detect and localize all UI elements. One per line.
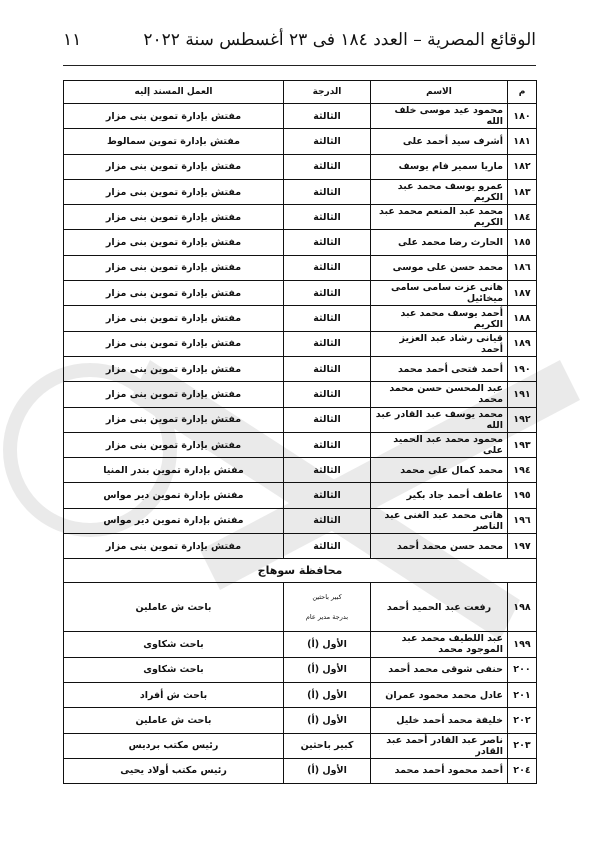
row-name: هانى محمد عبد الغنى عبد الناصر <box>371 508 508 533</box>
row-name: حنفى شوقى محمد أحمد <box>371 657 508 682</box>
table-row <box>64 154 537 179</box>
table-row <box>64 255 537 280</box>
row-number: ١٨٨ <box>508 306 537 331</box>
table-row <box>64 230 537 255</box>
row-grade: الثالثة <box>284 179 371 204</box>
row-job: مفتش بإدارة تموين بندر المنيا <box>64 458 284 483</box>
row-name: أحمد فتحى أحمد محمد <box>371 356 508 381</box>
table-row <box>64 179 537 204</box>
row-name: أشرف سيد أحمد على <box>371 129 508 154</box>
section-title: محافظة سوهاج <box>64 559 537 583</box>
row-name: أحمد يوسف محمد عبد الكريم <box>371 306 508 331</box>
table-row <box>64 458 537 483</box>
table-row <box>64 104 537 129</box>
table-row <box>64 657 537 682</box>
row-number: ١٩٣ <box>508 432 537 457</box>
row-number: ١٨٢ <box>508 154 537 179</box>
row-number: ٢٠٠ <box>508 657 537 682</box>
row-grade: الثالثة <box>284 306 371 331</box>
row-name: أحمد محمود أحمد محمد <box>371 758 508 783</box>
row-grade: الأول (أ) <box>284 708 371 733</box>
row-name: محمد كمال على محمد <box>371 458 508 483</box>
row-job: باحث ش عاملين <box>64 708 284 733</box>
row-number: ٢٠٢ <box>508 708 537 733</box>
row-grade: الثالثة <box>284 432 371 457</box>
table-row <box>64 708 537 733</box>
row-name: ناصر عبد القادر أحمد عبد القادر <box>371 733 508 758</box>
row-grade: الأول (أ) <box>284 632 371 657</box>
row-number: ١٨٥ <box>508 230 537 255</box>
row-number: ١٨٣ <box>508 179 537 204</box>
row-job: مفتش بإدارة تموين بنى مزار <box>64 534 284 559</box>
row-job: باحث ش أفراد <box>64 682 284 707</box>
gazette-title: الوقائع المصرية – العدد ١٨٤ فى ٢٣ أغسطس سنة ٢٠٢٢ <box>143 30 536 50</box>
col-job: العمل المسند إليه <box>64 81 284 104</box>
page-number: ١١ <box>63 30 82 50</box>
row-job: رئيس مكتب برديس <box>64 733 284 758</box>
col-grade: الدرجة <box>284 81 371 104</box>
row-grade: الثالثة <box>284 331 371 356</box>
row-number: ١٩٦ <box>508 508 537 533</box>
row-grade: الثالثة <box>284 508 371 533</box>
table-row <box>64 407 537 432</box>
row-name: محمد يوسف عبد القادر عبد الله <box>371 407 508 432</box>
row-name: محمود محمد عبد الحميد على <box>371 432 508 457</box>
row-job: مفتش بإدارة تموين دير مواس <box>64 508 284 533</box>
row-number: ١٩٧ <box>508 534 537 559</box>
row-job: مفتش بإدارة تموين بنى مزار <box>64 154 284 179</box>
row-grade: الثالثة <box>284 458 371 483</box>
table-row <box>64 583 537 632</box>
row-job: مفتش بإدارة تموين بنى مزار <box>64 306 284 331</box>
row-job: مفتش بإدارة تموين بنى مزار <box>64 281 284 306</box>
row-number: ١٨٩ <box>508 331 537 356</box>
row-grade: الثالثة <box>284 534 371 559</box>
row-grade <box>284 583 371 632</box>
col-name: الاسم <box>371 81 508 104</box>
row-name: محمد عبد المنعم محمد عبد الكريم <box>371 205 508 230</box>
row-grade: الثالثة <box>284 154 371 179</box>
grade-line-1: كبير باحثين <box>312 593 342 602</box>
table-row <box>64 205 537 230</box>
row-grade: الأول (أ) <box>284 682 371 707</box>
row-name: عاطف أحمد جاد بكير <box>371 483 508 508</box>
row-number: ٢٠٣ <box>508 733 537 758</box>
grade-line-2: بدرجة مدير عام <box>305 613 349 622</box>
row-name: رفعت عبد الحميد أحمد <box>371 583 508 632</box>
row-job: مفتش بإدارة تموين بنى مزار <box>64 104 284 129</box>
section-row <box>64 559 537 583</box>
row-number: ١٩٨ <box>508 583 537 632</box>
row-name: الحارث رضا محمد على <box>371 230 508 255</box>
row-number: ١٨٦ <box>508 255 537 280</box>
row-number: ١٩٩ <box>508 632 537 657</box>
header-divider <box>63 65 536 66</box>
row-name: عبد اللطيف محمد عبد الموجود محمد <box>371 632 508 657</box>
row-number: ١٩٢ <box>508 407 537 432</box>
row-name: خليفة محمد أحمد خليل <box>371 708 508 733</box>
table-row <box>64 331 537 356</box>
row-job: باحث شكاوى <box>64 657 284 682</box>
row-job: مفتش بإدارة تموين بنى مزار <box>64 432 284 457</box>
row-grade: الثالثة <box>284 382 371 407</box>
row-job: مفتش بإدارة تموين دير مواس <box>64 483 284 508</box>
row-name: ماريا سمير فام يوسف <box>371 154 508 179</box>
row-grade: الثالثة <box>284 230 371 255</box>
row-job: مفتش بإدارة تموين بنى مزار <box>64 230 284 255</box>
row-job: مفتش بإدارة تموين بنى مزار <box>64 205 284 230</box>
table-row <box>64 682 537 707</box>
row-number: ١٩٥ <box>508 483 537 508</box>
row-grade: الثالثة <box>284 255 371 280</box>
row-grade: الأول (أ) <box>284 758 371 783</box>
table-row <box>64 483 537 508</box>
row-name: عمرو يوسف محمد عبد الكريم <box>371 179 508 204</box>
row-number: ١٨٤ <box>508 205 537 230</box>
table-row <box>64 306 537 331</box>
row-name: محمود عيد موسى خلف الله <box>371 104 508 129</box>
table-row <box>64 281 537 306</box>
table-row <box>64 356 537 381</box>
table-row <box>64 632 537 657</box>
row-grade: الثالثة <box>284 356 371 381</box>
row-grade: الأول (أ) <box>284 657 371 682</box>
row-number: ٢٠١ <box>508 682 537 707</box>
row-number: ١٨١ <box>508 129 537 154</box>
row-grade: كبير باحثين <box>284 733 371 758</box>
row-number: ١٩٤ <box>508 458 537 483</box>
table-row <box>64 432 537 457</box>
row-name: عادل محمد محمود عمران <box>371 682 508 707</box>
row-grade: الثالثة <box>284 104 371 129</box>
row-job: باحث ش عاملين <box>64 583 284 632</box>
row-job: مفتش بإدارة تموين بنى مزار <box>64 382 284 407</box>
row-grade: الثالثة <box>284 483 371 508</box>
row-name: هانى عزت سامى سامى ميخائيل <box>371 281 508 306</box>
row-grade: الثالثة <box>284 281 371 306</box>
table-row <box>64 733 537 758</box>
row-job: مفتش بإدارة تموين بنى مزار <box>64 356 284 381</box>
table-row <box>64 382 537 407</box>
row-number: ١٩١ <box>508 382 537 407</box>
row-name: محمد حسن محمد أحمد <box>371 534 508 559</box>
col-number: م <box>508 81 537 104</box>
row-grade: الثالثة <box>284 129 371 154</box>
row-name: عبد المحسن حسن محمد محمد <box>371 382 508 407</box>
table-row <box>64 129 537 154</box>
appointments-table <box>63 80 537 784</box>
row-job: مفتش بإدارة تموين بنى مزار <box>64 407 284 432</box>
page-header <box>63 30 536 56</box>
table-row <box>64 758 537 783</box>
row-number: ١٨٧ <box>508 281 537 306</box>
row-job: مفتش بإدارة تموين سمالوط <box>64 129 284 154</box>
row-job: باحث شكاوى <box>64 632 284 657</box>
table-header-row <box>64 81 537 104</box>
table-row <box>64 534 537 559</box>
row-grade: الثالثة <box>284 205 371 230</box>
table-row <box>64 508 537 533</box>
row-job: مفتش بإدارة تموين بنى مزار <box>64 179 284 204</box>
row-name: قيانى رشاد عبد العزيز أحمد <box>371 331 508 356</box>
row-number: ١٨٠ <box>508 104 537 129</box>
row-job: رئيس مكتب أولاد يحيى <box>64 758 284 783</box>
row-job: مفتش بإدارة تموين بنى مزار <box>64 331 284 356</box>
row-name: محمد حسن على موسى <box>371 255 508 280</box>
row-grade: الثالثة <box>284 407 371 432</box>
row-number: ١٩٠ <box>508 356 537 381</box>
row-job: مفتش بإدارة تموين بنى مزار <box>64 255 284 280</box>
row-number: ٢٠٤ <box>508 758 537 783</box>
